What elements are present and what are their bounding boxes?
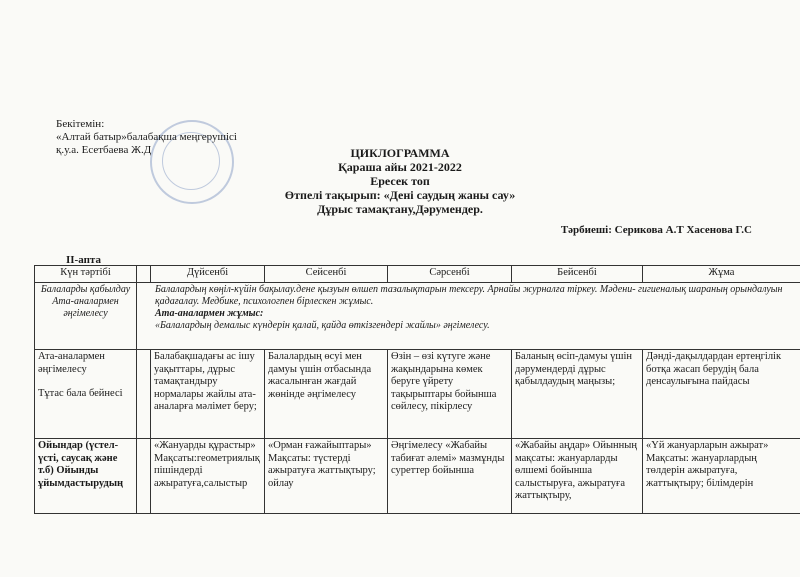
row-label-parents-1: Ата-аналармен әңгімелесу — [38, 351, 105, 375]
header-wednesday: Сәрсенбі — [388, 266, 512, 283]
header-schedule: Күн тәртібі — [35, 266, 137, 283]
reception-text: Балалардың көңіл-күйін бақылау.дене қызуын өлшеп тазалықтарын тексеру. Арнайы журналға тіркеу. Мәдени- гигиеналық шараның орындалуын қадағалау. Медбике, психологпен бірлескен жұмыс. — [155, 284, 783, 307]
table-row — [35, 283, 800, 350]
cyclogram-table — [34, 265, 800, 514]
parents-work-title: Ата-аналармен жұмыс: — [155, 308, 264, 319]
approval-line-1: Бекітемін: — [56, 118, 105, 130]
header-friday: Жұма — [643, 266, 800, 283]
reception-cell — [137, 283, 800, 350]
cell-tuesday: Балалардың өсуі мен дамуы үшін отбасында жасалынған жағдай жөнінде әңгімелесу — [265, 350, 388, 439]
header-monday: Дүйсенбі — [151, 266, 265, 283]
table-row — [35, 350, 800, 439]
table-row — [35, 439, 800, 514]
month-line: Қараша айы 2021-2022 — [338, 160, 462, 174]
document-title: ЦИКЛОГРАММА — [350, 146, 450, 160]
spacer-cell — [137, 439, 151, 514]
header-thursday: Бейсенбі — [512, 266, 643, 283]
subtopic-line: Дұрыс тамақтану,Дәрумендер. — [317, 202, 483, 216]
teachers-line: Тәрбиеші: Серикова А.Т Хасенова Г.С — [560, 224, 752, 236]
row-label-reception: Балаларды қабылдау Ата-аналармен әңгімелесу — [35, 283, 137, 350]
row-label-parents-2: Тұтас бала бейнесі — [38, 388, 123, 399]
row-label-parents — [35, 350, 137, 439]
document-header — [0, 146, 800, 216]
approval-line-3: қ.у.а. Есетбаева Ж.Д — [56, 144, 152, 156]
spacer-cell — [137, 350, 151, 439]
cell-wednesday: Өзін – өзі күтуге және жақындарына көмек беруге үйрету тақырыптары бойынша сөйлесу, пікірлесу — [388, 350, 512, 439]
header-spacer — [137, 266, 151, 283]
approval-line-2: «Алтай батыр»балабақша меңгерушісі — [56, 131, 237, 143]
header-tuesday: Сейсенбі — [265, 266, 388, 283]
topic-line: Өтпелі тақырып: «Дені саудың жаны сау» — [284, 188, 516, 202]
cell-wednesday: Әңгімелесу «Жабайы табиғат әлемі» мазмұнды суреттер бойынша — [388, 439, 512, 514]
week-label: II-апта — [66, 254, 101, 266]
cell-monday: Балабақшадағы ас ішу уақыттары, дұрыс тамақтандыру нормалары жайлы ата-аналарға мәлімет беру; — [151, 350, 265, 439]
row-label-games: Ойындар (үстел-үсті, саусақ және т.б) Ойынды ұйымдастырудың — [35, 439, 137, 514]
cell-thursday: Баланың өсіп-дамуы үшін дәрумендерді дұрыс қабылдаудың маңызы; — [512, 350, 643, 439]
cell-friday: «Үй жануарларын ажырат» Мақсаты: жануарлардың төлдерін ажыратуға, жаттықтыру; білімдерін — [643, 439, 800, 514]
table-header-row — [35, 266, 800, 283]
cell-friday: Дәнді-дақылдардан ертеңгілік ботқа жасап берудің бала денсаулығына пайдасы — [643, 350, 800, 439]
cell-monday: «Жануарды құрастыр» Мақсаты:геометриялық пішіндерді ажыратуға,салыстыр — [151, 439, 265, 514]
cell-tuesday: «Орман ғажайыптары» Мақсаты: түстерді ажыратуға жаттықтыру; ойлау — [265, 439, 388, 514]
cell-thursday: «Жабайы аңдар» Ойынның мақсаты: жануарларды өлшемі бойынша салыстыруға, ажыратуға жаттықтыру, — [512, 439, 643, 514]
group-line: Ересек топ — [370, 174, 430, 188]
parents-work-text: «Балалардың демалыс күндерін қалай, қайда өткізгендері жайлы» әңгімелесу. — [155, 320, 490, 331]
